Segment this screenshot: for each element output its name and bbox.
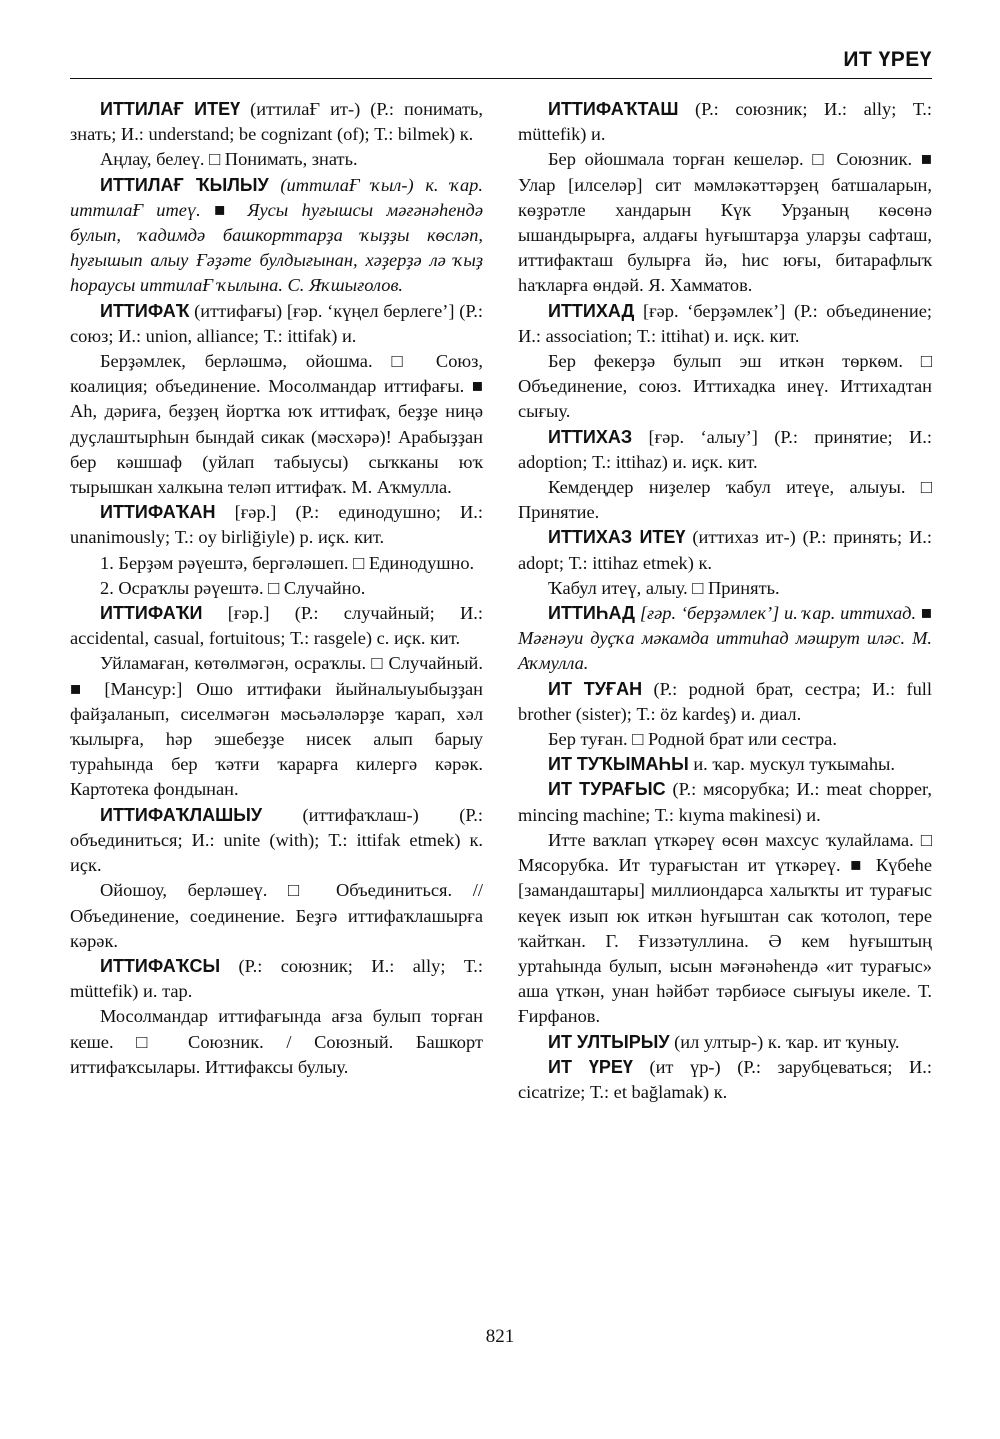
headword: ИТ ҮРЕҮ <box>548 1056 633 1077</box>
headword: ИТТИХАЗ <box>548 426 633 447</box>
entry-it-tugan <box>518 677 932 753</box>
entry-ittifaksy <box>70 954 483 1080</box>
entry-grammar: (Р.: союзник; И.: ally; Т.: müttefik) и. <box>518 99 932 145</box>
entry-it-ultyryu <box>518 1030 932 1055</box>
entry-body: (ил ултыр-) к. ҡар. ит ҡуныу. <box>669 1031 900 1052</box>
entry-definition: Кемдеңдер ниҙелер ҡабул итеүе, алыуы. □ Принятие. <box>518 477 932 523</box>
entry-ittilag-kylyu <box>70 173 483 299</box>
headword: ИТТИФАҠ <box>100 300 190 321</box>
entry-definition: Бер туған. □ Родной брат или сестра. <box>548 729 837 750</box>
entry-grammar: (иттифаҡлаш-) (Р.: объединиться; И.: unite (with); Т.: ittifak etmek) к. иҫк. <box>70 804 483 876</box>
headword: ИТТИҺАД <box>548 603 636 624</box>
entry-ittifaklashyu <box>70 803 483 954</box>
entry-definition: Бер ойошмала торған кешеләр. □ Союзник. ■ Улар [илселәр] сит мәмләкәттәрҙең батшаларын, кѳҙрәтле хандарын Күк Урҙаның кѳсѳнә ышандырырға, алдағы һуғыштарҙа уларҙы сафташ, иттифакташ булырға йә, һис юғы, битарафлыҡ һаҡларға ѳндәй. Я. Хамматов. <box>518 149 932 296</box>
headword: ИТТИФАҠЛАШЫУ <box>100 804 263 825</box>
left-column <box>70 97 483 1080</box>
headword: ИТ ТУРАҒЫС <box>548 779 666 800</box>
running-header <box>70 48 932 79</box>
entry-definition: Уйламаған, кѳтѳлмәгән, осраҡлы. □ Случайный. ■ [Мансур:] Ошо иттифаки йыйналыуыбыҙҙан файҙаланып, сиселмәгән мәсьәләләрҙе ҡарап, хәл ҡылырға, һәр эшебеҙҙе нисек алып барыу тураһында бер ҡәтғи ҡарарға килергә кәрәк. Картотека фондынан. <box>70 653 483 800</box>
headword: ИТТИХАЗ ИТЕҮ <box>548 527 686 548</box>
headword: ИТТИФАҠСЫ <box>100 955 221 976</box>
entry-definition: Мосолмандар иттифағында ағза булып торған кеше. □ Союзник. / Союзный. Башкорт иттифаҡсылары. Иттифаксы булыу. <box>70 1006 483 1077</box>
entry-definition: Берҙәмлек, берләшмә, ойошма. □ Союз, коалиция; объединение. Мосолмандар иттифағы. ■ Аh, дәриға, беҙҙең йортҡа юҡ иттифаҡ, беҙҙе ниңә дуҫлаштырһын бындай сикак (мәсхәрә)! Арабыҙҙан бер кәшшаф (уйлап табыусы) сыҡканы юҡ тырышкан халкына теләп иттифаҡ. М. Аҡмулла. <box>70 351 483 498</box>
entry-definition: Итте ваҡлап үткәреү ѳсѳн махсус ҡулайлама. □ Мясорубка. Ит турағыстан ит үткәреү. ■ Күбеһе [замандаштары] миллиондарса халыҡты ит турағыс кеүек изып юк иткән һуғыштан сак ҡотолоп, тере ҡайткан. Г. Ғиззәтуллина. Ә кем һуғыштың уртаһында булып, ысын мәғәнәһендә «ит турағыс» аша үткән, унан һәйбәт тәрбиәсе сығыуы икеле. Т. Ғирфанов. <box>518 829 932 1027</box>
entry-ittihaz-iteu <box>518 525 932 601</box>
entry-definition: Бер фекерҙә булып эш иткән тѳркѳм. □ Объединение, союз. Иттихадка инеү. Иттихадтан сығыу. <box>518 351 932 422</box>
entry-definition: Ойошоу, берләшеү. □ Объединиться. // Объединение, соединение. Беҙгә иттифаҡлашырға кәрәк. <box>70 880 483 951</box>
sense-2: 2. Осраҡлы рәүештә. □ Случайно. <box>100 577 366 598</box>
entry-body: (иттилаҒ ҡыл-) к. ҡар. иттилаҒ итеү. ■ Яусы һуғышсы мәғәнәһендә булып, ҡадимдә башкорттарҙа ҡыҙҙы кѳсләп, һуғышып алыу Ғәҙәте булдығынан, хәҙерҙә лә ҡыҙ һораусы иттилаҒ ҡылына. С. Яҡшығолов. <box>70 174 483 296</box>
headword: ИТТИФАҠТАШ <box>548 99 679 119</box>
header-title: ИТ ҮРЕҮ <box>843 48 932 71</box>
entry-ittifak <box>70 299 483 501</box>
entry-grammar: [ғәр. ‘алыу’] (Р.: принятие; И.: adoption; Т.: ittihaz) и. иҫк. кит. <box>518 426 932 472</box>
headword: ИТТИЛАҒ ИТЕҮ <box>100 99 241 119</box>
entry-ittifakan <box>70 500 483 601</box>
entry-ittihad-2 <box>518 601 932 677</box>
entry-ittihad <box>518 299 932 425</box>
sense-1: 1. Берҙәм рәүештә, бергәләшеп. □ Единодушно. <box>100 552 475 573</box>
headword: ИТ ТУҠЫМАҺЫ <box>548 754 689 775</box>
entry-ittilag-iteu <box>70 97 483 173</box>
entry-ittihaz <box>518 425 932 526</box>
page-number: 821 <box>485 1326 515 1347</box>
right-column <box>518 97 932 1105</box>
entry-definition: Ҡабул итеү, алыу. □ Принять. <box>548 577 780 598</box>
entry-grammar: [ғәр.] (Р.: единодушно; И.: unanimously; Т.: oy birliğiyle) р. иҫк. кит. <box>70 502 483 548</box>
entry-ittifaki <box>70 601 483 803</box>
entry-grammar: (Р.: мясорубка; И.: meat chopper, mincing machine; Т.: kıyma makinesi) и. <box>518 779 932 825</box>
entry-it-ureu <box>518 1055 932 1105</box>
entry-grammar: (иттилаҒ ит-) (Р.: понимать, знать; И.: understand; be cognizant (of); Т.: bilmek) к. <box>70 99 483 145</box>
headword: ИТ ТУҒАН <box>548 678 643 699</box>
entry-ittifaktash <box>518 97 932 299</box>
entry-it-turagys <box>518 777 932 1029</box>
headword: ИТТИХАД <box>548 300 635 321</box>
entry-grammar: (Р.: родной брат, сестра; И.: full brother (sister); Т.: öz kardeş) и. диал. <box>518 678 933 724</box>
entry-grammar: [ғәр. ‘берҙәмлек’] (Р.: объединение; И.: association; Т.: ittihat) и. иҫк. кит. <box>518 300 932 346</box>
entry-body: [ғәр. ‘берҙәмлек’] и. ҡар. иттихад. ■ Мәғнәуи дуҫҡа мәкамда иттиһад мәшрут иләс. М. Аҡмулла. <box>518 603 932 674</box>
entry-body: и. ҡар. мускул туҡымаһы. <box>688 754 895 775</box>
headword: ИТ УЛТЫРЫУ <box>548 1031 670 1052</box>
headword: ИТТИЛАҒ ҠЫЛЫУ <box>100 174 269 195</box>
headword: ИТТИФАҠАН <box>100 502 216 523</box>
headword: ИТТИФАҠИ <box>100 603 203 624</box>
entry-definition: Аңлау, белеү. □ Понимать, знать. <box>100 149 358 170</box>
entry-grammar: (иттифағы) [ғәр. ‘күңел берлеге’] (Р.: союз; И.: union, alliance; Т.: ittifak) и. <box>70 300 483 346</box>
entry-grammar: (ит үр-) (Р.: зарубцеваться; И.: cicatrize; Т.: et bağlamak) к. <box>518 1056 933 1102</box>
entry-grammar: [ғәр.] (Р.: случайный; И.: accidental, casual, fortuitous; Т.: rasgele) с. иҫк. кит. <box>70 603 483 649</box>
entry-it-tukymahy <box>518 752 932 777</box>
entry-grammar: (Р.: союзник; И.: ally; Т.: müttefik) и. тар. <box>70 955 483 1002</box>
entry-grammar: (иттихаз ит-) (Р.: принять; И.: adopt; Т.: ittihaz etmek) к. <box>518 527 932 573</box>
